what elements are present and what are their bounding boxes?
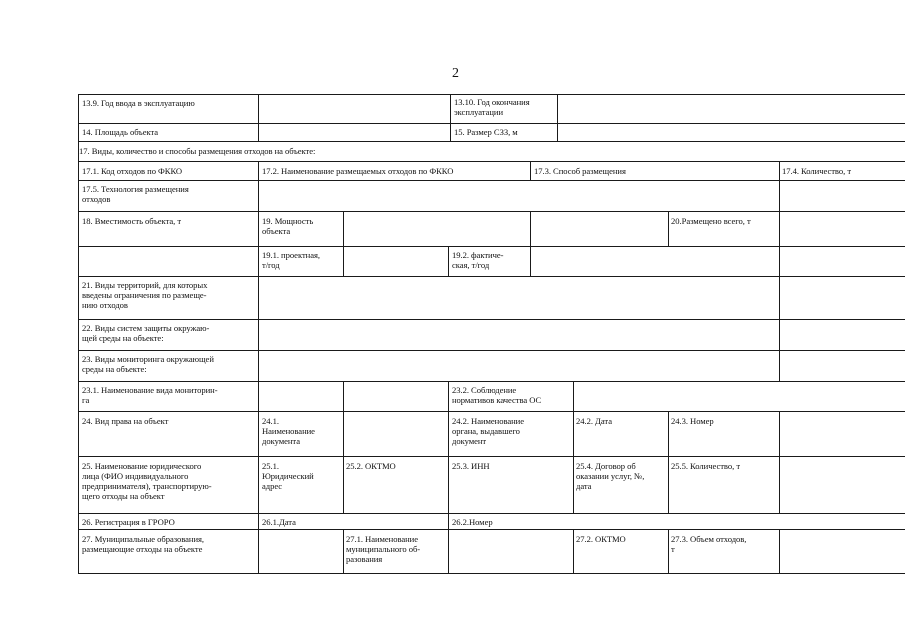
cell-divider xyxy=(779,411,780,513)
label-placement-technology: 17.5. Технология размещения отходов xyxy=(82,184,189,204)
label-actual-capacity: 19.2. фактиче- ская, т/год xyxy=(452,250,504,270)
label-facility-area: 14. Площадь объекта xyxy=(82,127,159,137)
row-border xyxy=(78,161,905,162)
row-border xyxy=(78,211,905,212)
label-waste-volume: 27.3. Объем отходов, т xyxy=(671,534,747,554)
label-document-number: 24.3. Номер xyxy=(671,416,714,426)
cell-divider xyxy=(258,276,259,381)
row-border xyxy=(78,180,905,181)
label-service-contract: 25.4. Договор об оказании услуг, №, дата xyxy=(576,461,645,491)
cell-divider xyxy=(258,381,259,411)
row-border xyxy=(78,456,905,457)
cell-divider xyxy=(530,161,531,180)
label-issuing-authority: 24.2. Наименование органа, выдавшего документ xyxy=(452,416,524,446)
cell-divider xyxy=(573,529,574,573)
cell-divider xyxy=(343,411,344,513)
label-registration-date: 26.1.Дата xyxy=(262,517,296,527)
label-transporter-oktmo: 25.2. ОКТМО xyxy=(346,461,396,471)
waste-facility-form-table xyxy=(78,94,905,574)
cell-divider xyxy=(448,411,449,573)
cell-divider xyxy=(343,211,344,276)
label-total-placed: 20.Размещено всего, т xyxy=(671,216,751,226)
cell-divider xyxy=(450,94,451,141)
row-border xyxy=(78,529,905,530)
label-restricted-territories: 21. Виды территорий, для которых введены ограничения по размеще- нию отходов xyxy=(82,280,208,310)
cell-divider xyxy=(668,529,669,573)
label-monitoring-name: 23.1. Наименование вида мониторин- га xyxy=(82,385,218,405)
label-waste-types-section: 17. Виды, количество и способы размещения отходов на объекте: xyxy=(79,146,316,156)
cell-divider xyxy=(573,381,574,411)
cell-divider xyxy=(779,529,780,573)
cell-divider xyxy=(258,411,259,573)
label-inn: 25.3. ИНН xyxy=(452,461,490,471)
row-border xyxy=(78,350,905,351)
cell-divider xyxy=(573,411,574,513)
cell-divider xyxy=(258,94,259,141)
cell-divider xyxy=(258,211,259,276)
cell-divider xyxy=(557,94,558,141)
label-fkko-code: 17.1. Код отходов по ФККО xyxy=(82,166,183,176)
cell-divider xyxy=(343,529,344,573)
label-monitoring-types: 23. Виды мониторинга окружающей среды на объекте: xyxy=(82,354,214,374)
cell-divider xyxy=(779,180,780,211)
cell-divider xyxy=(530,211,531,276)
label-protection-systems: 22. Виды систем защиты окружаю- щей среды на объекте: xyxy=(82,323,210,343)
label-municipality-name: 27.1. Наименование муниципального об- разования xyxy=(346,534,421,564)
cell-divider xyxy=(779,161,780,180)
row-border xyxy=(78,573,905,574)
row-border xyxy=(78,319,905,320)
label-placement-method: 17.3. Способ размещения xyxy=(534,166,626,176)
label-ownership-right: 24. Вид права на объект xyxy=(82,416,169,426)
label-design-capacity: 19.1. проектная, т/год xyxy=(262,250,320,270)
cell-divider xyxy=(668,411,669,513)
row-border xyxy=(78,276,905,277)
label-transporter-name: 25. Наименование юридического лица (ФИО индивидуального предпринимателя), транспортирую- щего отходы на объект xyxy=(82,461,212,501)
label-waste-quantity: 17.4. Количество, т xyxy=(782,166,852,176)
label-decommissioning-year: 13.10. Год окончания эксплуатации xyxy=(454,97,530,117)
label-facility-power: 19. Мощность объекта xyxy=(262,216,314,236)
label-municipalities: 27. Муниципальные образования, размещающие отходы на объекте xyxy=(82,534,205,554)
label-sanitary-zone-size: 15. Размер СЗЗ, м xyxy=(454,127,518,137)
label-municipality-oktmo: 27.2. ОКТМО xyxy=(576,534,626,544)
cell-divider xyxy=(448,381,449,411)
cell-divider xyxy=(448,246,449,276)
label-transported-quantity: 25.5. Количество, т xyxy=(671,461,741,471)
cell-divider xyxy=(779,276,780,381)
row-border xyxy=(78,513,905,514)
label-commissioning-year: 13.9. Год ввода в эксплуатацию xyxy=(82,98,195,108)
table-left-border xyxy=(78,94,79,574)
cell-divider xyxy=(779,211,780,276)
row-border xyxy=(78,94,905,95)
cell-divider xyxy=(258,161,259,180)
row-border xyxy=(78,246,905,247)
label-document-date: 24.2. Дата xyxy=(576,416,612,426)
cell-divider xyxy=(258,180,259,211)
cell-divider xyxy=(343,381,344,411)
row-border xyxy=(78,141,905,142)
label-quality-compliance: 23.2. Соблюдение нормативов качества ОС xyxy=(452,385,542,405)
row-border xyxy=(78,411,905,412)
row-border xyxy=(78,123,905,124)
label-legal-address: 25.1. Юридический адрес xyxy=(262,461,314,491)
label-waste-name: 17.2. Наименование размещаемых отходов по ФККО xyxy=(262,166,454,176)
label-registration-number: 26.2.Номер xyxy=(452,517,493,527)
label-facility-capacity: 18. Вместимость объекта, т xyxy=(82,216,182,226)
label-document-name: 24.1. Наименование документа xyxy=(262,416,315,446)
cell-divider xyxy=(668,211,669,246)
label-groro-registration: 26. Регистрация в ГРОРО xyxy=(82,517,175,527)
page-number: 2 xyxy=(452,66,459,81)
row-border xyxy=(78,381,905,382)
